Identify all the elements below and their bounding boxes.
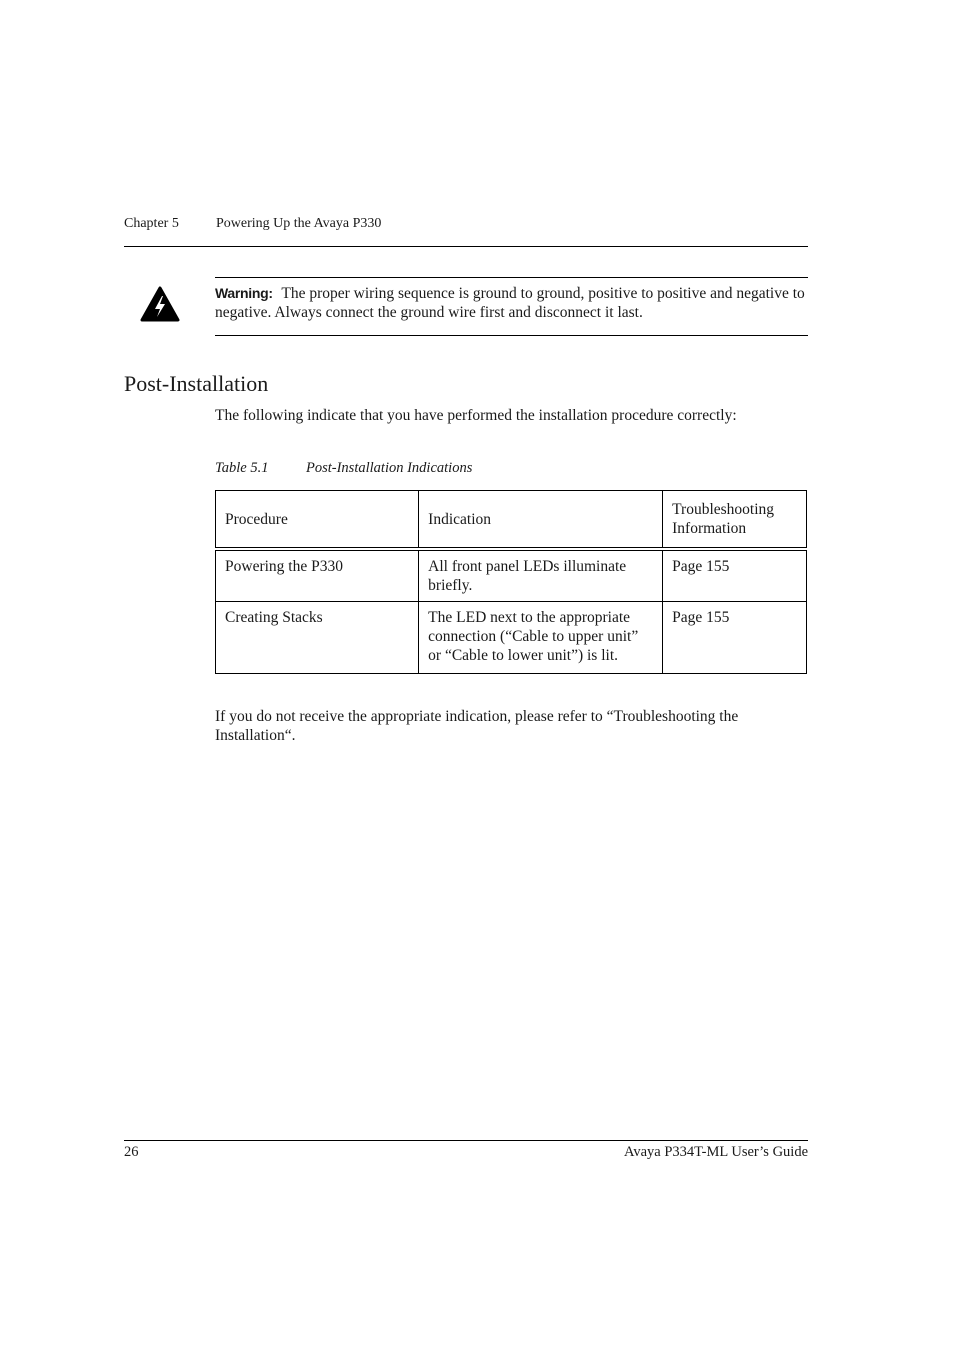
table-row bbox=[216, 549, 807, 602]
chapter-label: Chapter 5 bbox=[124, 216, 179, 231]
table-cell: All front panel LEDs illuminate briefly. bbox=[419, 549, 663, 602]
warning-label: Warning: bbox=[215, 285, 273, 301]
page-number: 26 bbox=[124, 1144, 139, 1160]
document-title: Avaya P334T-ML User’s Guide bbox=[623, 1144, 808, 1160]
header-cell-troubleshooting: Troubleshooting Information bbox=[663, 491, 807, 550]
header-cell-indication: Indication bbox=[419, 491, 663, 550]
table-cell: Powering the P330 bbox=[216, 549, 419, 602]
table-row bbox=[216, 602, 807, 674]
table-cell: Page 155 bbox=[663, 602, 807, 674]
warning-bottom-rule bbox=[215, 335, 808, 336]
table-caption bbox=[215, 460, 472, 477]
table-cell: Page 155 bbox=[663, 549, 807, 602]
warning-top-rule bbox=[215, 277, 808, 278]
table-header-row bbox=[216, 491, 807, 550]
header-rule bbox=[124, 246, 808, 247]
table-cell: Creating Stacks bbox=[216, 602, 419, 674]
table-caption-number: Table 5.1 bbox=[215, 460, 269, 476]
warning-text bbox=[215, 284, 809, 322]
section-heading: Post-Installation bbox=[124, 371, 269, 396]
chapter-title: Powering Up the Avaya P330 bbox=[216, 216, 382, 231]
header-cell-procedure: Procedure bbox=[216, 491, 419, 550]
table-cell: The LED next to the appropriate connection (“Cable to upper unit” or “Cable to lower unit”) is lit. bbox=[419, 602, 663, 674]
footer-rule bbox=[124, 1140, 808, 1141]
warning-body: The proper wiring sequence is ground to ground, positive to positive and negative to negative. Always connect the ground wire first and disconnect it last. bbox=[215, 285, 805, 321]
table-caption-title: Post-Installation Indications bbox=[306, 460, 473, 476]
post-installation-table bbox=[215, 490, 807, 674]
closing-paragraph: If you do not receive the appropriate indication, please refer to “Troubleshooting the Installation“. bbox=[215, 708, 739, 744]
warning-lightning-icon bbox=[140, 286, 180, 322]
section-intro: The following indicate that you have performed the installation procedure correctly: bbox=[215, 407, 737, 424]
